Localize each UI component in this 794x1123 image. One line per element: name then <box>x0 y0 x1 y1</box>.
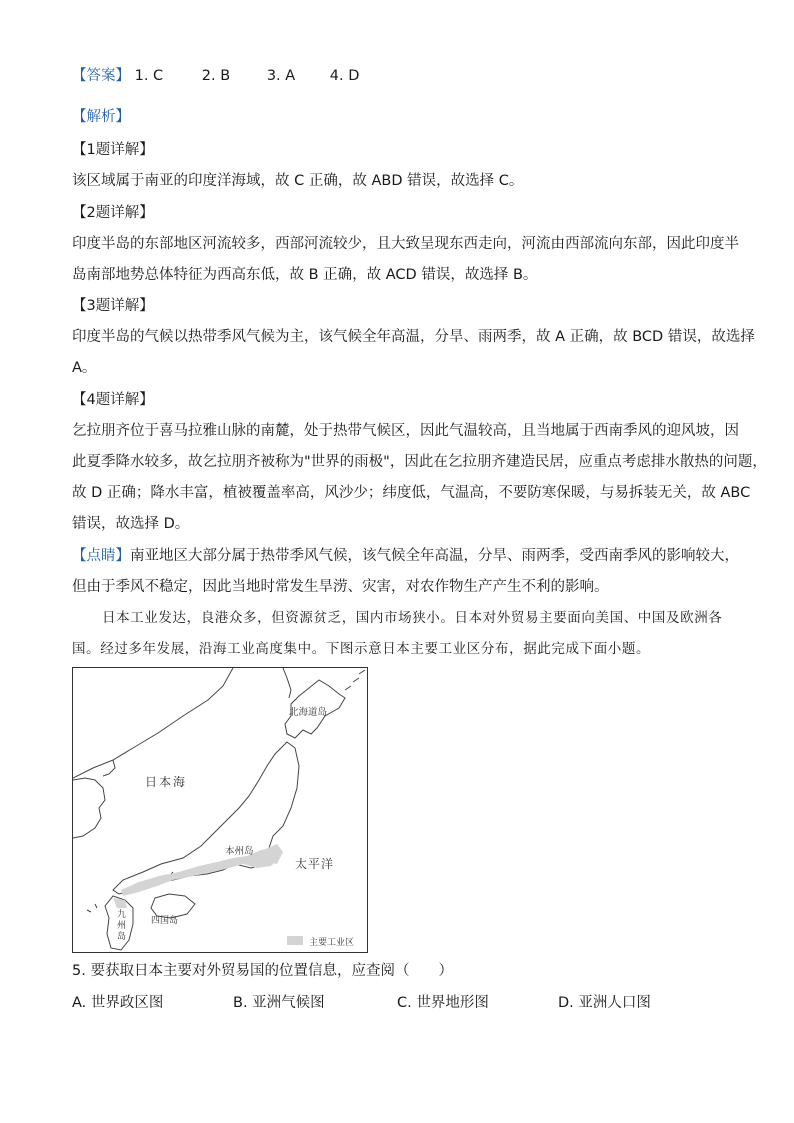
answer-line <box>72 66 359 86</box>
q2-text-line: 印度半岛的东部地区河流较多，西部河流较少，且大致呈现东西走向，河流由西部流向东部，因此印度半 <box>72 236 739 252</box>
q1-heading: 【1题详解】 <box>72 142 154 158</box>
label-kyushu-3: 岛 <box>117 932 127 942</box>
q2-text-line: 岛南部地势总体特征为西高东低，故 B 正确，故 ACD 错误，故选择 B。 <box>72 267 538 283</box>
q4-text-line: 故 D 正确；降水丰富，植被覆盖率高，风沙少；纬度低，气温高，不要防寒保暖，与易拆装无关，故 ABC <box>72 485 751 501</box>
mainland-coast-2 <box>103 760 115 776</box>
q4-heading: 【4题详解】 <box>72 392 154 408</box>
kuril-islands <box>345 670 365 690</box>
label-honshu: 本州岛 <box>225 846 254 857</box>
q4-text-line: 此夏季降水较多，故乞拉朋齐被称为"世界的雨极"，因此在乞拉朋齐建造民居，应重点考虑排水散热的问题， <box>72 454 767 470</box>
label-sea-of-japan: 日本海 <box>145 775 188 789</box>
q3-text-line: 印度半岛的气候以热带季风气候为主，该气候全年高温，分旱、雨两季，故 A 正确，故 BCD 错误，故选择 <box>72 329 755 345</box>
q3-heading: 【3题详解】 <box>72 298 154 314</box>
label-hokkaido: 北海道岛 <box>289 707 328 718</box>
q3-text-line: A。 <box>72 360 97 376</box>
q1-text-line: 该区域属于南亚的印度洋海域，故 C 正确，故 ABD 错误，故选择 C。 <box>72 173 524 189</box>
q2-heading: 【2题详解】 <box>72 205 154 221</box>
answer-item-2: 2. B <box>201 68 231 84</box>
question5-stem: 5. 要获取日本主要对外贸易国的位置信息，应查阅（ ） <box>72 963 453 979</box>
industrial-zone-pacific-belt <box>121 848 279 896</box>
option-a[interactable]: A. 世界政区图 <box>72 995 164 1011</box>
dianjing-line <box>72 546 739 566</box>
answer-item-4: 4. D <box>329 68 360 84</box>
mainland-coast <box>73 668 233 778</box>
analysis-label: 【解析】 <box>72 109 130 125</box>
sakhalin <box>283 668 291 698</box>
label-kyushu-1: 九 <box>117 910 127 920</box>
label-pacific: 太平洋 <box>295 857 335 871</box>
q4-text-line: 错误，故选择 D。 <box>72 516 190 532</box>
dianjing-text-line: 但由于季风不稳定，因此当地时常发生旱涝、灾害，对农作物生产产生不利的影响。 <box>72 579 609 595</box>
passage-line: 国。经过多年发展，沿海工业高度集中。下图示意日本主要工业区分布，据此完成下面小题。 <box>72 641 651 657</box>
legend-swatch <box>287 936 303 945</box>
passage-line: 日本工业发达，良港众多，但资源贫乏，国内市场狭小。日本对外贸易主要面向美国、中国及欧洲各 <box>102 610 723 626</box>
shikoku-island <box>151 894 195 918</box>
option-c[interactable]: C. 世界地形图 <box>397 995 489 1011</box>
legend-label: 主要工业区 <box>309 938 355 948</box>
korean-peninsula <box>73 778 105 838</box>
answer-label: 【答案】 <box>72 68 130 84</box>
q4-text-line: 乞拉朋齐位于喜马拉雅山脉的南麓，处于热带气候区，因此气温较高，且当地属于西南季风的迎风坡，因 <box>72 423 739 439</box>
dianjing-label: 【点睛】 <box>72 548 130 564</box>
answer-item-3: 3. A <box>266 68 296 84</box>
map-svg <box>73 668 367 952</box>
label-shikoku: 四国岛 <box>151 916 179 926</box>
option-b[interactable]: B. 亚洲气候图 <box>233 995 325 1011</box>
label-kyushu-2: 州 <box>117 921 127 931</box>
answer-item-1: 1. C <box>134 68 164 84</box>
dianjing-text: 南亚地区大部分属于热带季风气候，该气候全年高温，分旱、雨两季，受西南季风的影响较大， <box>130 548 739 564</box>
japan-industry-map <box>72 667 368 953</box>
option-d[interactable]: D. 亚洲人口图 <box>558 995 651 1011</box>
